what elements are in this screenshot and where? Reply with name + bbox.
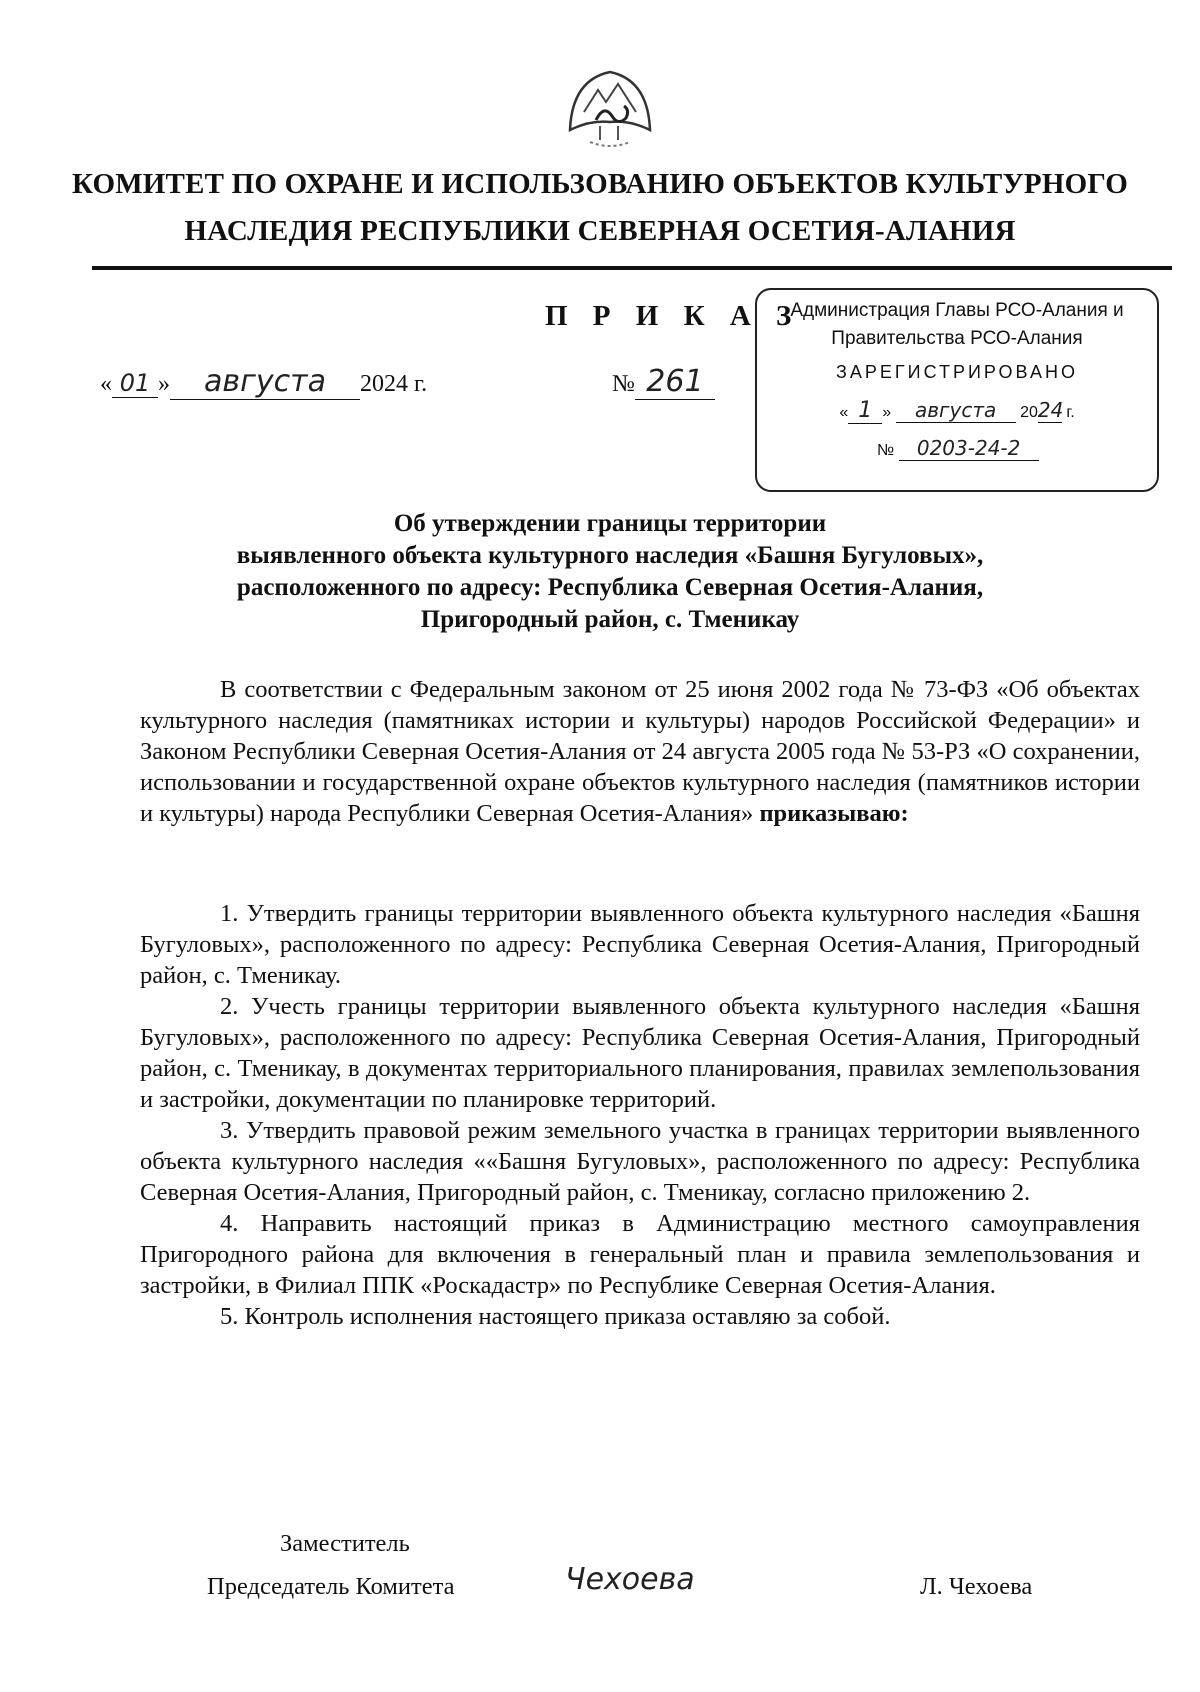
organization-name-line2: НАСЛЕДИЯ РЕСПУБЛИКИ СЕВЕРНАЯ ОСЕТИЯ-АЛАНИЯ [184,215,1016,247]
order-item-5: 5. Контроль исполнения настоящего приказа оставляю за собой. [220,1303,891,1330]
subject-line3: расположенного по адресу: Республика Северная Осетия-Алания, [236,574,984,601]
stamp-year-suffix: 24 [1037,398,1064,422]
header-divider [92,266,1172,270]
stamp-number-value: 0203-24-2 [899,436,1039,461]
order-number [612,364,715,400]
stamp-date-month: августа [896,398,1016,423]
preamble-paragraph [140,674,1140,829]
preamble [140,674,1140,829]
stamp-date [757,398,1157,424]
date-day: 01 [112,369,158,398]
stamp-registered: ЗАРЕГИСТРИРОВАНО [836,362,1078,382]
date-close-quote: » [158,371,170,397]
order-item-4: 4. Направить настоящий приказ в Администрацию местного самоуправления Пригородного района для включения в генеральный план и правила землепользования и застройки, в Филиал ППК «Роскадастр» по Республике Северная Осетия-Алания. [140,1210,1140,1299]
stamp-year-unit: г. [1066,404,1075,421]
subject-line1: Об утверждении границы территории [393,510,827,537]
stamp-number [877,436,1157,461]
order-items [140,898,1140,1332]
signatory-position-line1: Заместитель [280,1530,410,1557]
date-month: августа [170,364,360,400]
stamp-date-day: 1 [848,398,882,424]
order-title: П Р И К А З [545,300,801,332]
number-label: № [612,371,635,397]
order-item-2: 2. Учесть границы территории выявленного объекта культурного наследия «Башня Бугуловых», расположенного по адресу: Республика Северная Осетия-Алания, Пригородный район, с. Тменикау, в документах территориального планирования, правилах землепользования и застройки, документации по планировке территорий. [140,993,1140,1113]
signatory-position-line2: Председатель Комитета [207,1573,455,1600]
subject-line2: выявленного объекта культурного наследия «Башня Бугуловых», [236,542,984,569]
order-subject [110,508,1110,636]
stamp-line1: Администрация Главы РСО-Алания и [790,300,1124,321]
stamp-line2: Правительства РСО-Алания [831,328,1083,349]
stamp-year-prefix: 20 [1020,404,1038,421]
number-value: 261 [635,364,715,400]
order-item-1: 1. Утвердить границы территории выявленного объекта культурного наследия «Башня Бугуловых», расположенного по адресу: Республика Северная Осетия-Алания, Пригородный район, с. Тменикау. [140,900,1140,989]
date-year: 2024 г. [360,371,428,397]
stamp-date-close-quote: » [882,404,892,421]
signatory-name: Л. Чехоева [920,1573,1033,1600]
registration-stamp [755,288,1159,492]
preamble-command: приказываю: [759,800,909,827]
preamble-text: В соответствии с Федеральным законом от 25 июня 2002 года № 73-ФЗ «Об объектах культурного наследия (памятниках истории и культуры) народов Российской Федерации» и Законом Республики Северная Осетия-Алания от 24 августа 2005 года № 53-РЗ «О сохранении, использовании и государственной охране объектов культурного наследия (памятников истории и культуры) народа Республики Северная Осетия-Алания» [140,676,1140,827]
coat-of-arms-emblem-icon [560,60,660,152]
order-item-3: 3. Утвердить правовой режим земельного участка в границах территории выявленного объекта культурного наследия ««Башня Бугуловых», расположенного по адресу: Республика Северная Осетия-Алания, Пригородный район, с. Тменикау, согласно приложению 2. [140,1117,1140,1206]
stamp-number-label: № [877,442,895,459]
organization-name-line1: КОМИТЕТ ПО ОХРАНЕ И ИСПОЛЬЗОВАНИЮ ОБЪЕКТОВ КУЛЬТУРНОГО [71,168,1129,200]
stamp-date-open-quote: « [839,404,849,421]
order-date [100,364,427,400]
subject-line4: Пригородный район, с. Тменикау [420,606,800,633]
date-open-quote: « [100,371,112,397]
handwritten-signature: Чехоева [565,1562,695,1597]
